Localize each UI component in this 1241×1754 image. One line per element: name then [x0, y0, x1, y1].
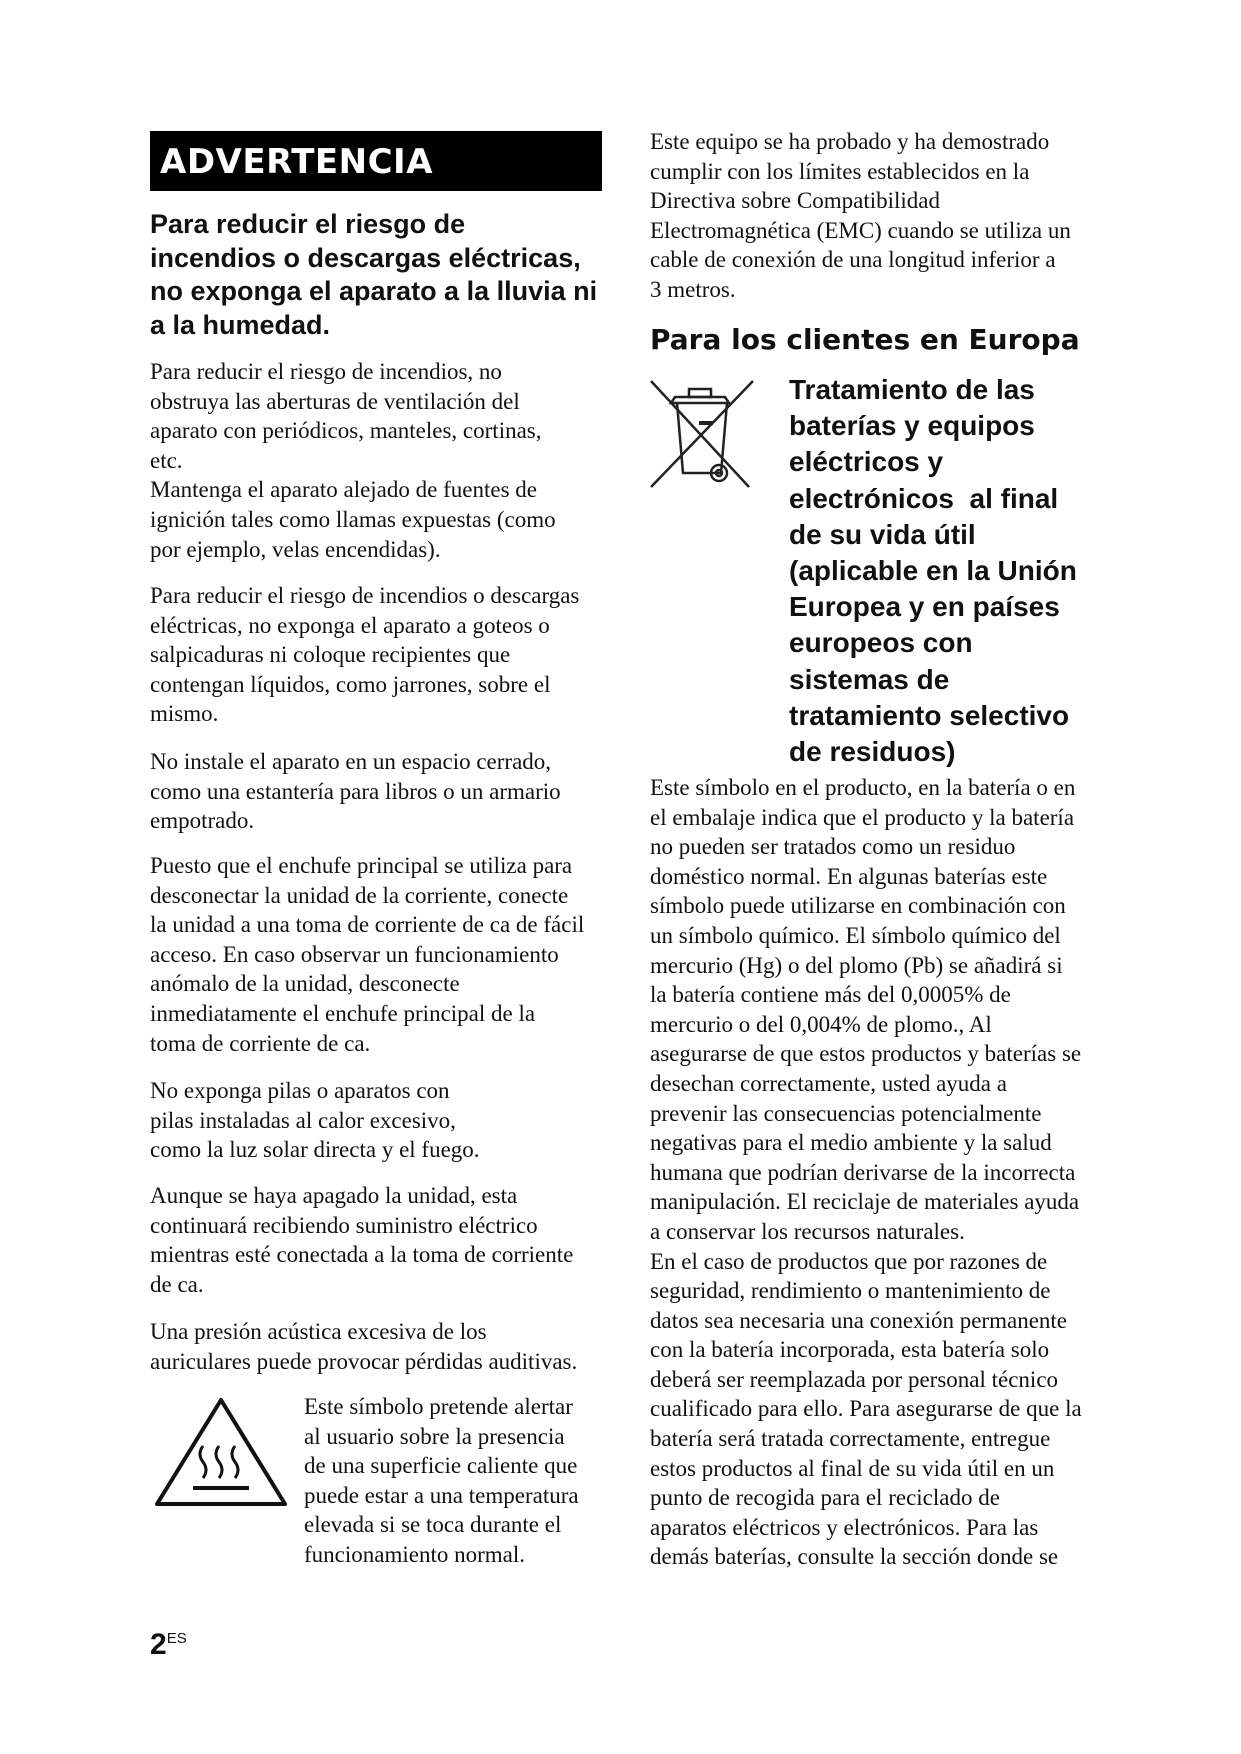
warning-heading: Para reducir el riesgo de incendios o descargas eléctricas, no exponga el aparato a la lluvia ni a la humedad.	[150, 209, 598, 340]
page-number-value: 2	[150, 1628, 167, 1661]
paragraph-liquids: Para reducir el riesgo de incendios o descargas eléctricas, no exponga el aparato a goteos o salpicaduras ni coloque recipientes que contengan líquidos, como jarrones, sobre el mismo.	[150, 583, 580, 727]
warning-banner-title: ADVERTENCIA	[160, 142, 434, 182]
weee-paragraph: Este símbolo en el producto, en la batería o en el embalaje indica que el producto y la batería no pueden ser tratados como un residuo doméstico normal. En algunas baterías este símbolo puede utilizarse en combinación con un símbolo químico. El símbolo químico del mercurio (Hg) o del plomo (Pb) se añadirá si la batería contiene más del 0,0005% de mercurio o del 0,004% de plomo., Al asegurarse de que estos productos y baterías se desechan correctamente, usted ayuda a prevenir las consecuencias potencialmente negativas para el medio ambiente y la salud humana que podrían derivarse de la incorrecta manipulación. El reciclaje de materiales ayuda a conservar los recursos naturales. En el caso de productos que por razones de seguridad, rendimiento o mantenimiento de datos sea necesaria una conexión permanente con la batería incorporada, esta batería solo deberá ser reemplazada por personal técnico cualificado para ello. Para asegurarse de que la batería será tratada correctamente, entregue estos productos al final de su vida útil en un punto de recogida para el reciclado de aparatos eléctricos y electrónicos. Para las demás baterías, consulte la sección donde se	[650, 775, 1082, 1570]
paragraph-headphones: Una presión acústica excesiva de los auriculares puede provocar pérdidas auditivas.	[150, 1319, 578, 1374]
section-title-europe: Para los clientes en Europa	[650, 323, 1080, 356]
paragraph-power-supply: Aunque se haya apagado la unidad, esta continuará recibiendo suministro eléctrico mientras esté conectada a la toma de corriente de ca.	[150, 1183, 574, 1297]
paragraph-ventilation: Para reducir el riesgo de incendios, no obstruya las aberturas de ventilación del aparato con periódicos, manteles, cortinas, etc. Mantenga el aparato alejado de fuentes de ignición tales como llamas expuestas (como por ejemplo, velas encendidas).	[150, 359, 556, 562]
paragraph-enclosed-space: No instale el aparato en un espacio cerrado, como una estantería para libros o un armario empotrado.	[150, 749, 561, 834]
hot-surface-warning-icon	[153, 1396, 289, 1508]
hot-surface-text: Este símbolo pretende alertar al usuario sobre la presencia de una superficie caliente que puede estar a una temperatura elevada si se toca durante el funcionamiento normal.	[304, 1394, 579, 1567]
paragraph-mains-plug: Puesto que el enchufe principal se utiliza para desconectar la unidad de la corriente, conecte la unidad a una toma de corriente de ca de fácil acceso. En caso observar un funcionamiento anómalo de la unidad, desconecte inmediatamente el enchufe principal de la toma de corriente de ca.	[150, 853, 585, 1056]
paragraph-batteries-heat: No exponga pilas o aparatos con pilas instaladas al calor excesivo, como la luz solar directa y el fuego.	[150, 1078, 480, 1163]
crossed-out-wheelie-bin-icon	[649, 377, 757, 489]
emc-paragraph: Este equipo se ha probado y ha demostrado cumplir con los límites establecidos en la Directiva sobre Compatibilidad Electromagnética (EMC) cuando se utiliza un cable de conexión de una longitud inferior a 3 metros.	[650, 129, 1071, 302]
page-number	[150, 1628, 187, 1662]
weee-heading: Tratamiento de las baterías y equipos eléctricos y electrónicos al final de su vida útil (aplicable en la Unión Europea y en países europeos con sistemas de tratamiento selectivo de residuos)	[789, 374, 1077, 768]
page-language-code: ES	[166, 1630, 187, 1647]
